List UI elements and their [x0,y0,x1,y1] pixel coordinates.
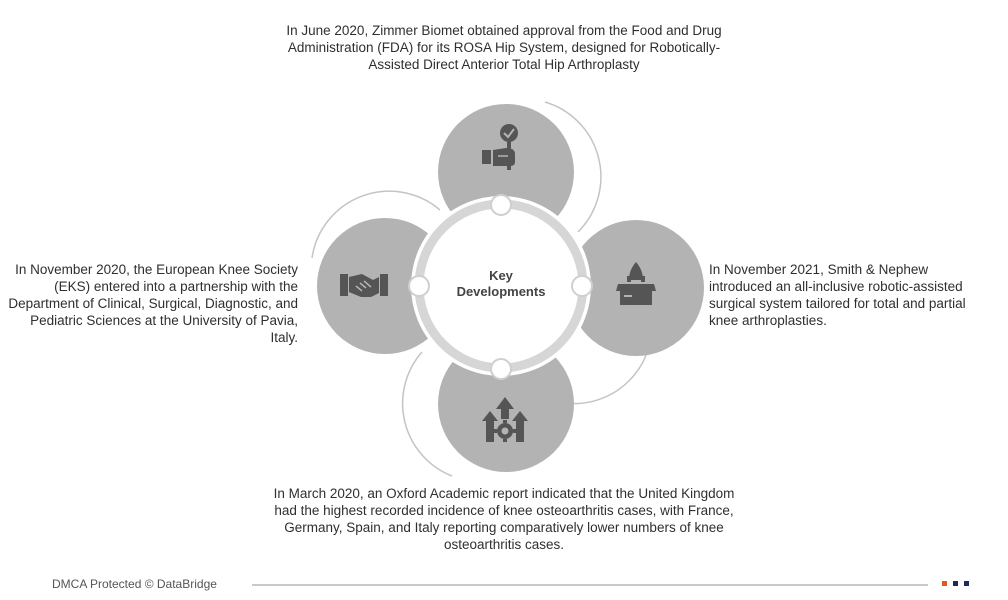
center-label-line2: Developments [456,284,546,299]
development-right-text: In November 2021, Smith & Nephew introduced an all-inclusive robotic-assisted surgical system tailored for total and partial knee arthroplasties. [709,262,966,328]
brand-square-orange [942,581,947,586]
development-bottom-text: In March 2020, an Oxford Academic report indicated that the United Kingdom had the highest recorded incidence of knee osteoarthritis cases, with France, Germany, Spain, and Italy reporting comparatively lower numbers of knee osteoarthritis cases. [273,486,735,552]
development-top-text: In June 2020, Zimmer Biomet obtained approval from the Food and Drug Administration (FDA) for its ROSA Hip System, designed for Robotically-Assisted Direct Anterior Total Hip Arthroplasty [286,23,722,72]
brand-square-navy-2 [964,581,969,586]
connector-dot-top [491,195,511,215]
connector-dot-right [572,276,592,296]
footer-copyright: DMCA Protected © DataBridge [52,577,217,591]
footer-divider [252,584,928,586]
center-label-line1: Key [489,268,513,283]
connector-dot-bottom [491,359,511,379]
handshake-icon [340,274,388,297]
brand-square-navy-1 [953,581,958,586]
development-left-text: In November 2020, the European Knee Society (EKS) entered into a partnership with the Department of Clinical, Surgical, Diagnostic, and Pediatric Sciences at the University of Pavia, Italy. [8,262,298,345]
connector-dot-left [409,276,429,296]
